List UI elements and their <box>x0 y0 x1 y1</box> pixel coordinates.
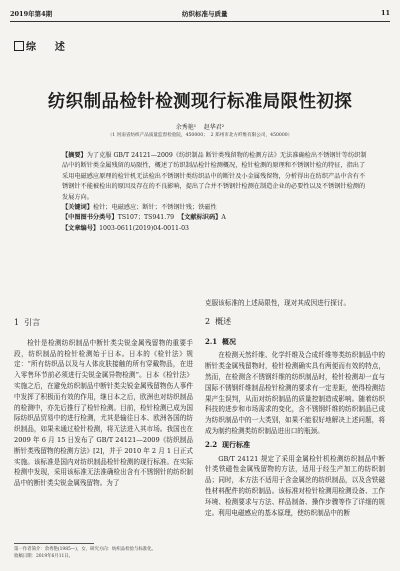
doc-code: A <box>221 214 226 222</box>
author-line: 余秀艳¹ 赵华君² <box>175 124 225 131</box>
section-tag-label: 综 述 <box>26 42 66 53</box>
checkbox-icon <box>14 41 24 51</box>
header-rule <box>10 21 390 22</box>
abstract-body: 为了克服 GB/T 24121—2009《纺织制品 断针类残留物的检测方法》无法准确检出不锈钢针等纺织制品中的断针类金属残留的局限性，概述了纺织制品检针检测概况，检针检测的原理和不锈钢针检的特征，指出了采用电磁感应原理的检针机无法检出不锈钢针类纺织品中的断针及小金属残留物，分析得出在纺织产品中含有不锈钢针不能被检出的原因及存在的不良影响，提出了合并不锈钢针检测在制造企业的必要性以及不锈钢针检测的发展方向。 <box>62 152 367 201</box>
section-tag <box>14 38 66 53</box>
page-number: 11 <box>380 9 390 17</box>
abstract-label: 【摘要】 <box>62 152 87 159</box>
footnote: 第一作者简介：余秀艳(1985—)，女，研究方向：纺织品检验与标准化。 收稿日期：2019年6月11日。 <box>14 547 156 559</box>
clc-number: TS107；TS941.79 <box>117 214 175 222</box>
heading-introduction: 1 引言 <box>14 318 41 327</box>
body-left-column <box>14 314 193 489</box>
abstract-block <box>62 151 368 234</box>
running-header <box>10 4 390 18</box>
keywords-line <box>62 203 368 213</box>
keywords-label: 【关键词】 <box>62 204 93 212</box>
body-right-column <box>205 298 385 518</box>
heading-overview: 2 概述 <box>205 316 232 326</box>
issue-label: 2019年第4期 <box>10 10 53 18</box>
article-id-line <box>62 224 368 234</box>
journal-name: 纺织标准与质量 <box>182 10 228 18</box>
heading-current-standard: 2.2 现行标准 <box>205 439 251 449</box>
paragraph-intro: 检针是检测纺织制品中断针类尖锐金属残留物的重要手段，纺织制品的检针检测始于日本。日本的《检针法》规定：“所有纺织品以及与人体皮肤接触的所有穿戴物品，在进入零售环节前必须进行尖锐金属异物检测”。日本《检针法》实施之后，在避免纺织制品中断针类尖锐金属残留物伤人事件中发挥了积极而有效的作用，继日本之后，欧洲也对纺织制品的检测中，亦先后推行了检针检测。目前，检针检测已成为国际纺织品贸易中的进行检测，尤其是输往日本、欧洲各国的纺织制品，如果未通过检针检测，将无法进入其市场。我国也在 2009 年 6 月 15 日发布了 GB/T 24121—2009《纺织制品 断针类残留物的检测方法》[2]，并于 2010 年 2 月 1 日正式实施。该标准是国内对纺织制品检针检测的现行标准。在实际检测中发现，采用该标准无法准确检出含有不锈钢针的纺织制品中的断针类尖锐金属残留物。为了 <box>14 338 193 488</box>
article-id-label: 【文章编号】 <box>62 224 100 232</box>
doc-code-label: 【文献标识码】 <box>178 214 222 222</box>
abstract-text <box>62 151 368 203</box>
keywords: 检针；电磁感应；断针；不锈钢针残；铁磁性 <box>92 204 217 212</box>
paragraph-continuation: 克服该标准的上述局限性，现对其成因进行探讨。 <box>205 299 351 307</box>
paragraph-current-standard: GB/T 24121 规定了采用金属检针机检测纺织制品中断针类铁磁性金属残留物的方法，适用于经生产加工的纺织制品；同时，本方法不适用于含金属丝的纺织制品，以及含铁磁性材料配件的纺织制品。该标准对检针检测用检测设备、工作环境、检测要求与方法、样品制备、操作步骤等作了详细的规定。利用电磁感应的基本原理，使纺织制品中的断 <box>205 454 385 517</box>
article-title: 纺织制品检针检测现行标准局限性初探 <box>47 92 353 112</box>
article-id: 1003-0611(2019)04-0011-03 <box>99 224 189 232</box>
affiliation-line: （1 河南省纺织产品质量监督检验院，450000； 2 郑州市北方纤维有限公司，450000） <box>107 133 293 138</box>
paragraph-general: 在检测天然纤维、化学纤维及合成纤维等类纺织制品中的断针类金属残留物时，检针检测确实具有两便而有效的特点，然而，在检测含不锈钢纤维的纺织制品时，检针检测却一直与国际不锈钢纤维制品检针检测的要求有一定差距，使得检测结果产生误判，从而对纺织制品的质量控制造成影响。随着纺织科技的进步和市场需求的变化，含不锈钢纤维的纺织制品已成为纺织制品中的一大类别，如果不能很好地解决上述问题，将成为制约检测类纺织制品进出口的瓶颈。 <box>205 351 385 435</box>
classification-line <box>62 213 368 223</box>
footnote-rule <box>14 543 94 544</box>
heading-general: 2.1 概况 <box>205 336 237 346</box>
clc-label: 【中图图书分类号】 <box>62 214 118 222</box>
